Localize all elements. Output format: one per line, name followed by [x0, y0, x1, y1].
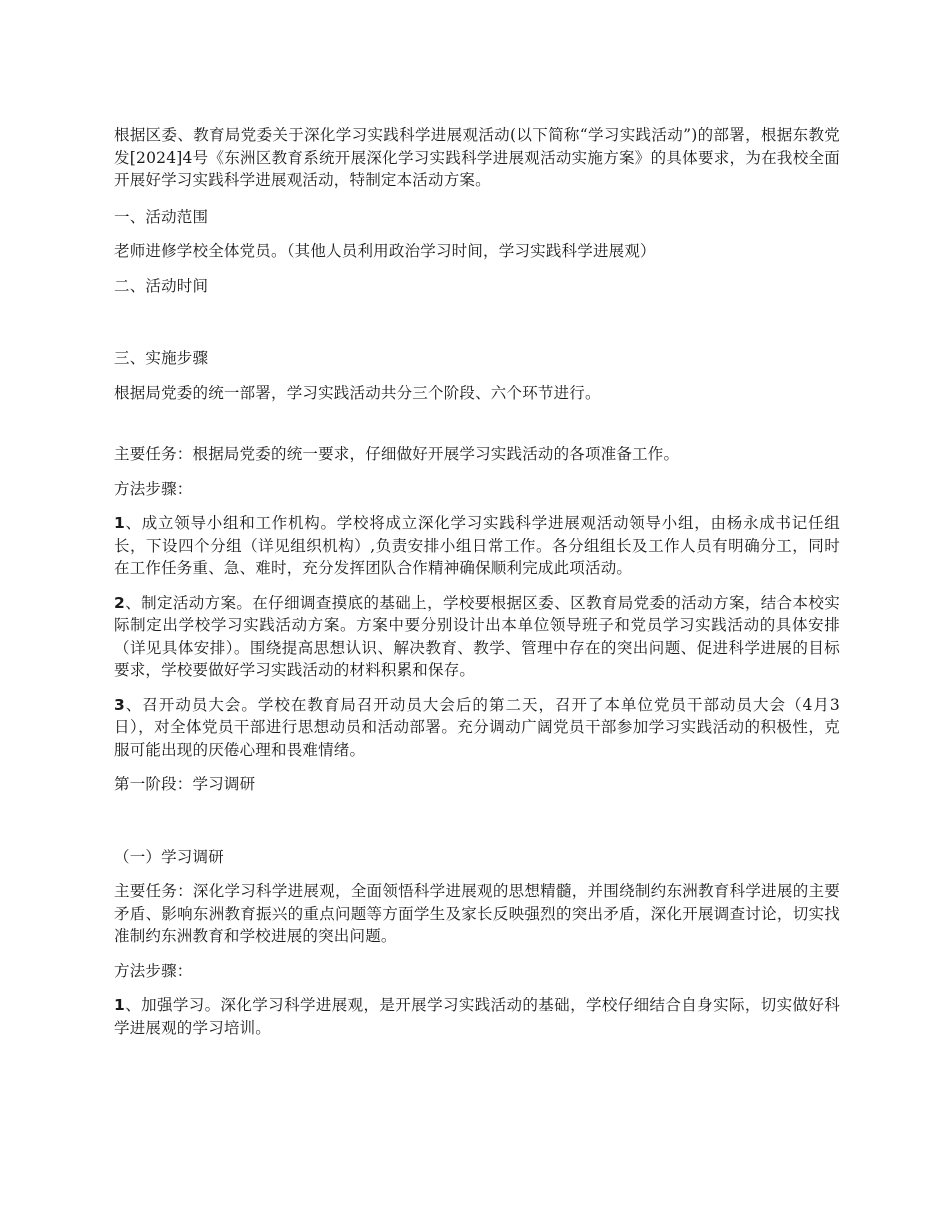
section-heading-scope: 一、活动范围 — [114, 207, 209, 226]
section-heading-steps: 三、实施步骤 — [114, 349, 209, 367]
prep-item-3 — [114, 694, 840, 762]
sub1-heading: （一）学习调研 — [114, 847, 224, 866]
item-number: 1 — [114, 996, 125, 1014]
sub1-task-paragraph: 主要任务：深化学习科学进展观，全面领悟科学进展观的思想精髓，并围绕制约东洲教育科学进展的主要矛盾、影响东洲教育振兴的重点问题等方面学生及家长反映强烈的突出矛盾，深化开展调查讨论，切实找准制约东洲教育和学校进展的突出问题。 — [114, 882, 840, 945]
item-number: 3 — [114, 695, 125, 714]
item-number: 1 — [114, 514, 125, 532]
prep-method-label: 方法步骤： — [114, 479, 193, 498]
scope-paragraph: 老师进修学校全体党员。（其他人员利用政治学习时间，学习实践科学进展观） — [114, 242, 656, 260]
prep-task-paragraph: 主要任务：根据局党委的统一要求，仔细做好开展学习实践活动的各项准备工作。 — [114, 445, 680, 463]
item-text: 、成立领导小组和工作机构。学校将成立深化学习实践科学进展观活动领导小组，由杨永成书记任组长，下设四个分组（详见组织机构）,负责安排小组日常工作。各分组组长及工作人员有明确分工，同时在工作任务重、急、难时，充分发挥团队合作精神确保顺利完成此项活动。 — [114, 514, 840, 577]
item-text: 、加强学习。深化学习科学进展观，是开展学习实践活动的基础，学校仔细结合自身实际，切实做好科学进展观的学习培训。 — [114, 996, 840, 1037]
sub1-method-label: 方法步骤： — [114, 961, 193, 980]
prep-item-1 — [114, 512, 840, 580]
item-text: 、召开动员大会。学校在教育局召开动员大会后的第二天，召开了本单位党员干部动员大会（4月3日），对全体党员干部进行思想动员和活动部署。充分调动广阔党员干部参加学习实践活动的积极性，克服可能出现的厌倦心理和畏难情绪。 — [114, 695, 840, 759]
phase1-heading: 第一阶段：学习调研 — [114, 775, 256, 793]
item-text: 、制定活动方案。在仔细调查摸底的基础上，学校要根据区委、区教育局党委的活动方案，结合本校实际制定出学校学习实践活动方案。方案中要分别设计出本单位领导班子和党员学习实践活动的具体安排（详见具体安排）。围绕提高思想认识、解决教育、教学、管理中存在的突出问题、促进科学进展的目标要求，学校要做好学习实践活动的材料积累和保存。 — [114, 593, 840, 679]
item-number: 2 — [114, 593, 125, 612]
steps-paragraph: 根据局党委的统一部署，学习实践活动共分三个阶段、六个环节进行。 — [114, 383, 601, 402]
section-heading-time: 二、活动时间 — [114, 276, 209, 295]
intro-paragraph: 根据区委、教育局党委关于深化学习实践科学进展观活动(以下简称“学习实践活动”)的部署，根据东教党发[2024]4号《东洲区教育系统开展深化学习实践科学进展观活动实施方案》的具体要求，为在我校全面开展好学习实践科学进展观活动，特制定本活动方案。 — [114, 126, 840, 189]
prep-item-2 — [114, 592, 840, 682]
document-page — [114, 124, 840, 1039]
sub1-item-1 — [114, 994, 840, 1039]
